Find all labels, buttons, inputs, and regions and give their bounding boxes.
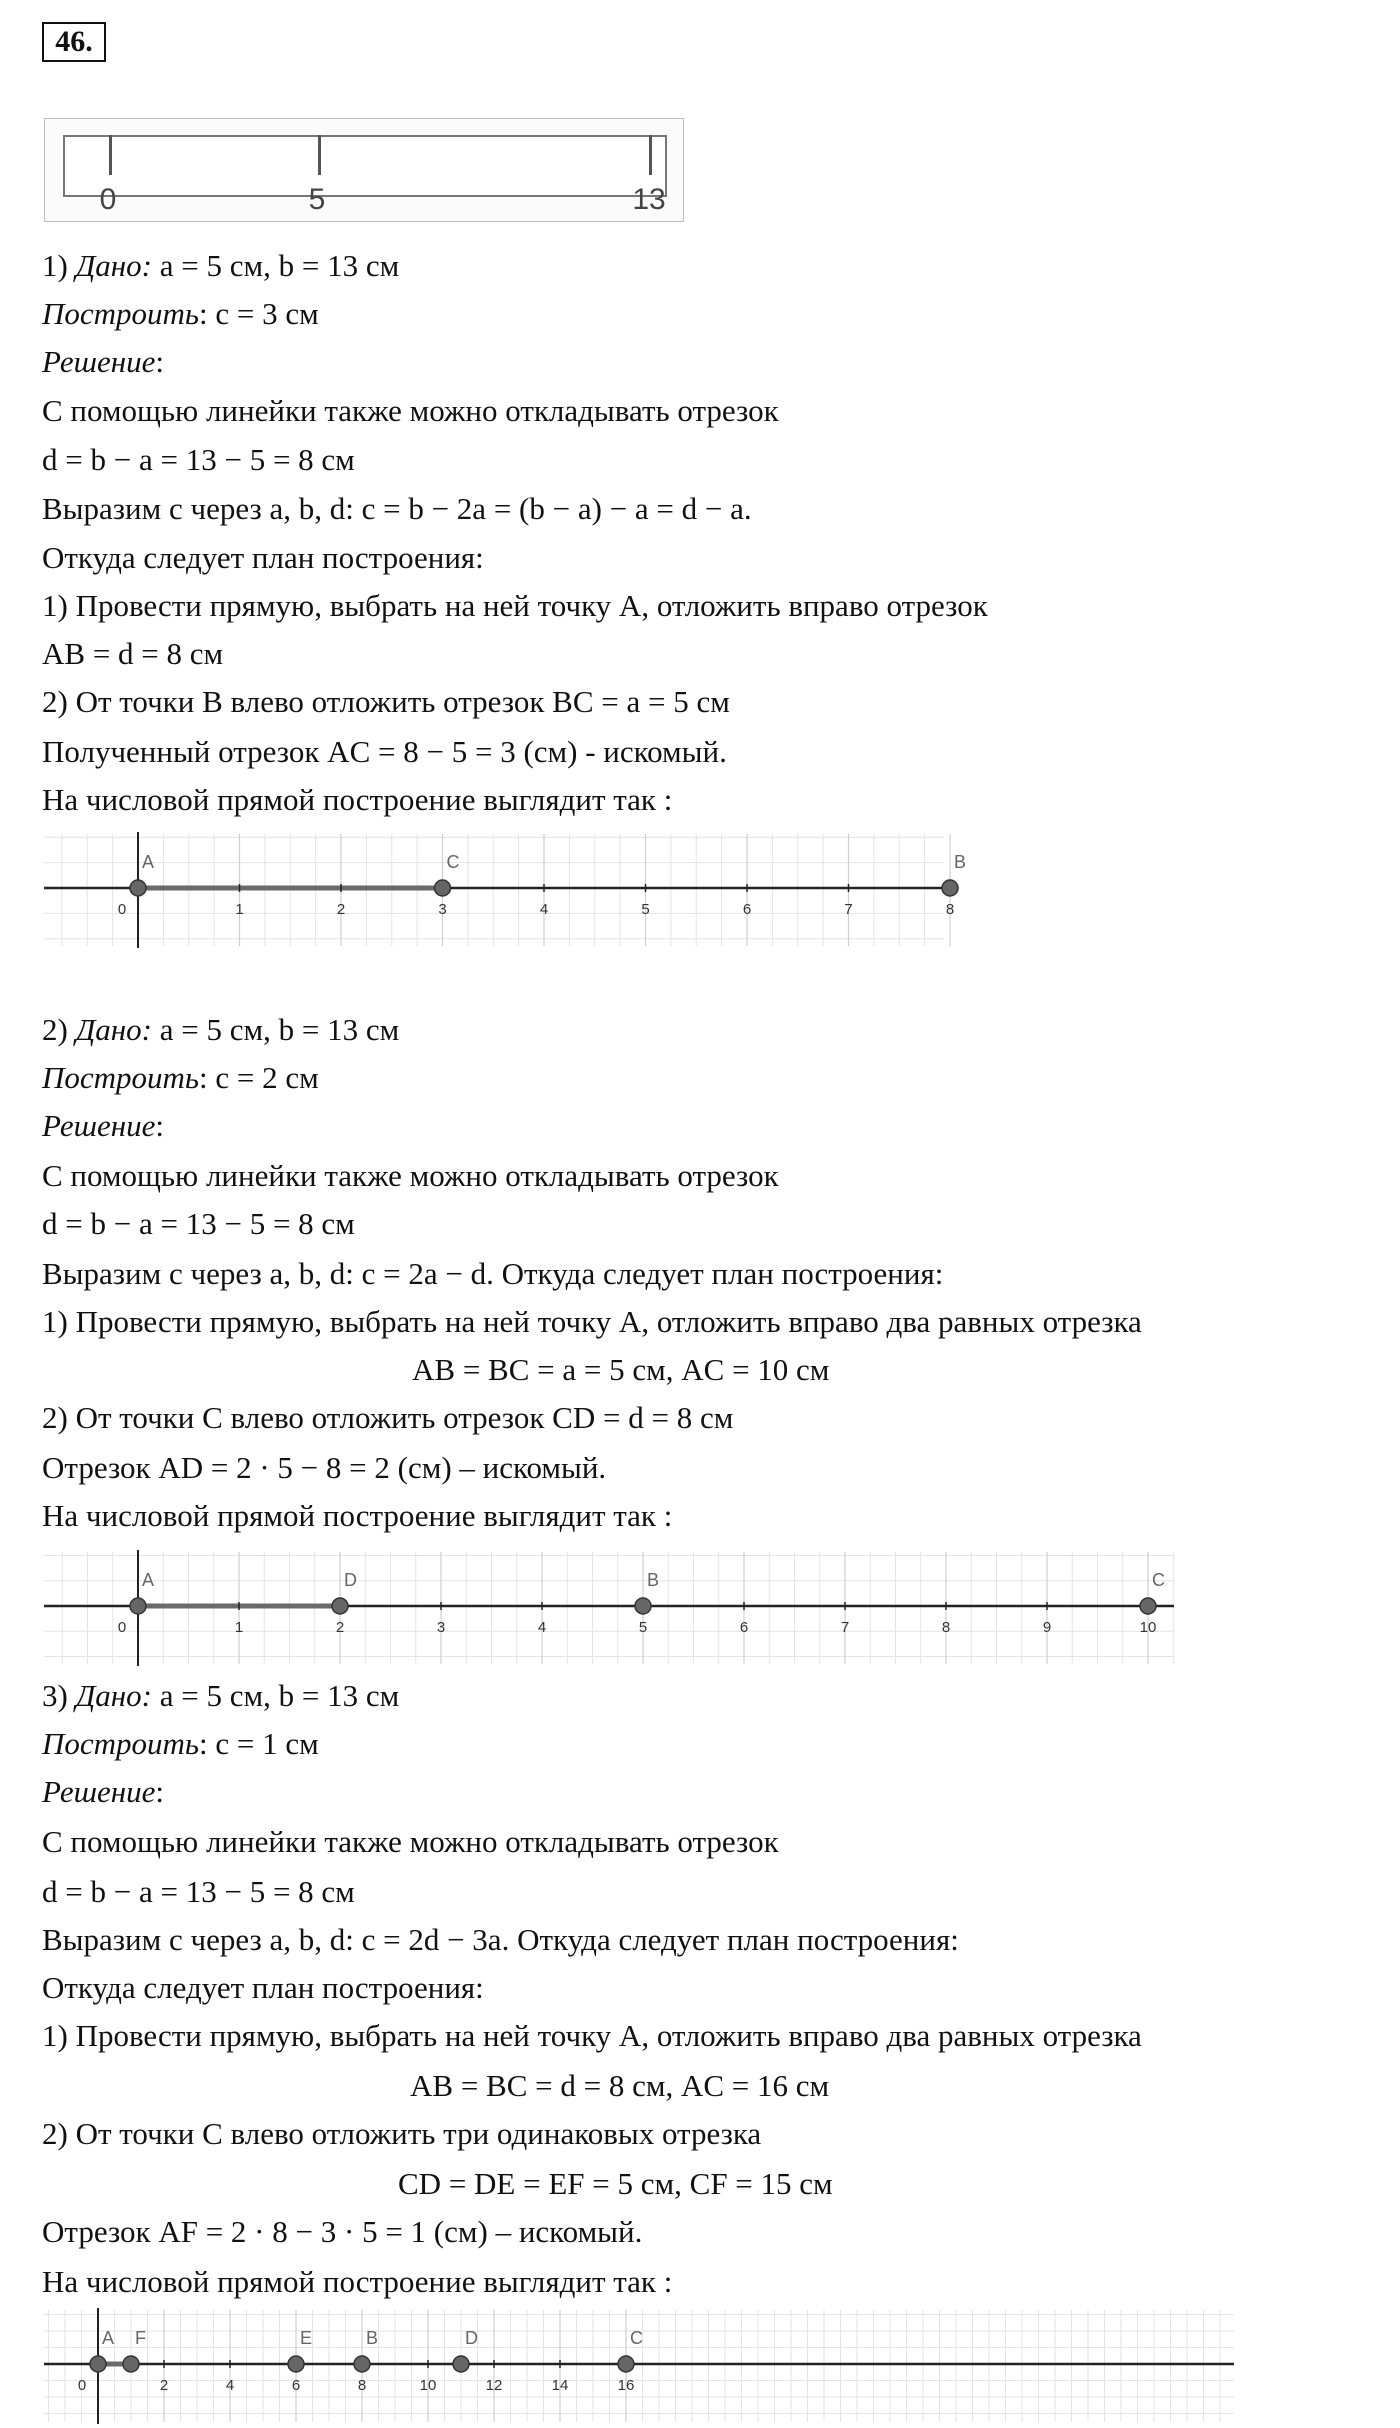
tick-label: 10 <box>419 2377 437 2394</box>
point-c <box>618 2356 634 2372</box>
ruler-tick-0 <box>109 135 112 175</box>
part1-solution-heading: Решение: <box>42 344 164 379</box>
number-line-figure-2 <box>44 1548 1194 1668</box>
point-label-a: A <box>142 1570 155 1590</box>
tick-label: 1 <box>235 901 244 918</box>
point-label-b: B <box>647 1570 660 1590</box>
part1-text-line: С помощью линейки также можно откладывать отрезок <box>42 393 779 428</box>
part3-express-c: Выразим c через a, b, d: c = 2d − 3a. Откуда следует план построения: <box>42 1922 959 1957</box>
part3-formula-d: d = b − a = 13 − 5 = 8 см <box>42 1874 355 1909</box>
point-a <box>130 1598 146 1614</box>
number-line-figure-1 <box>44 830 994 950</box>
part1-step2: 2) От точки B влево отложить отрезок BC = a = 5 см <box>42 684 730 719</box>
tick-label: 7 <box>844 901 853 918</box>
point-b <box>635 1598 651 1614</box>
point-label-c: C <box>630 2328 643 2348</box>
tick-label: 12 <box>485 2377 503 2394</box>
ruler-body <box>63 135 667 197</box>
point-d <box>453 2356 469 2372</box>
part1-given: 1) Дано: a = 5 см, b = 13 см <box>42 248 400 283</box>
part3-numline-caption: На числовой прямой построение выглядит так : <box>42 2264 673 2299</box>
part3-text-line: С помощью линейки также можно откладывать отрезок <box>42 1824 779 1859</box>
part3-plan-heading: Откуда следует план построения: <box>42 1970 484 2005</box>
point-a <box>90 2356 106 2372</box>
point-e <box>288 2356 304 2372</box>
point-label-f: F <box>135 2328 146 2348</box>
tick-label: 6 <box>739 1619 749 1636</box>
tick-label: 4 <box>539 901 549 918</box>
ruler-tick-5 <box>318 135 321 175</box>
part2-equal-segments: AB = BC = a = 5 см, AC = 10 см <box>412 1352 830 1387</box>
tick-label: 8 <box>941 1619 951 1636</box>
tick-label: 10 <box>1139 1619 1157 1636</box>
part3-equal-segments: AB = BC = d = 8 см, AC = 16 см <box>410 2068 830 2103</box>
part2-step1: 1) Провести прямую, выбрать на ней точку A, отложить вправо два равных отрезка <box>42 1304 1142 1339</box>
ruler-label-5: 5 <box>308 183 326 216</box>
point-d <box>332 1598 348 1614</box>
tick-label: 5 <box>638 1619 648 1636</box>
point-label-c: C <box>1152 1570 1165 1590</box>
tick-label: 8 <box>945 901 955 918</box>
tick-label: 0 <box>77 2377 87 2394</box>
tick-label: 3 <box>436 1619 446 1636</box>
tick-label: 4 <box>537 1619 547 1636</box>
ruler-figure <box>44 118 684 222</box>
tick-label: 6 <box>291 2377 301 2394</box>
part2-result: Отрезок AD = 2 · 5 − 8 = 2 (см) – искомый. <box>42 1450 607 1485</box>
point-label-b: B <box>366 2328 379 2348</box>
part3-step2: 2) От точки C влево отложить три одинаковых отрезка <box>42 2116 762 2151</box>
part2-solution-heading: Решение: <box>42 1108 164 1143</box>
point-c <box>435 880 451 896</box>
tick-label: 7 <box>840 1619 850 1636</box>
point-f <box>123 2356 139 2372</box>
part2-formula-d: d = b − a = 13 − 5 = 8 см <box>42 1206 355 1241</box>
tick-label: 8 <box>357 2377 367 2394</box>
tick-label: 0 <box>117 1619 127 1636</box>
part1-step1: 1) Провести прямую, выбрать на ней точку A, отложить вправо отрезок <box>42 588 988 623</box>
tick-label: 3 <box>438 901 447 918</box>
tick-label: 6 <box>742 901 752 918</box>
part1-build: Построить: c = 3 см <box>42 296 319 331</box>
part2-express-c: Выразим c через a, b, d: c = 2a − d. Откуда следует план построения: <box>42 1256 944 1291</box>
point-a <box>130 880 146 896</box>
problem-number: 46. <box>42 22 106 62</box>
tick-label: 4 <box>225 2377 235 2394</box>
part2-numline-caption: На числовой прямой построение выглядит так : <box>42 1498 673 1533</box>
tick-label: 1 <box>234 1619 244 1636</box>
tick-label: 2 <box>335 1619 345 1636</box>
tick-label: 5 <box>641 901 650 918</box>
point-b <box>942 880 958 896</box>
point-label-a: A <box>102 2328 115 2348</box>
part2-step2: 2) От точки C влево отложить отрезок CD = d = 8 см <box>42 1400 734 1435</box>
tick-label: 0 <box>117 901 127 918</box>
part1-step1-cont: AB = d = 8 см <box>42 636 224 671</box>
ruler-label-13: 13 <box>632 183 666 216</box>
point-label-e: E <box>300 2328 313 2348</box>
part3-solution-heading: Решение: <box>42 1774 164 1809</box>
part3-build: Построить: c = 1 см <box>42 1726 319 1761</box>
part1-numline-caption: На числовой прямой построение выглядит так : <box>42 782 673 817</box>
part1-plan-heading: Откуда следует план построения: <box>42 540 484 575</box>
part1-result: Полученный отрезок AC = 8 − 5 = 3 (см) - искомый. <box>42 734 727 769</box>
part3-given: 3) Дано: a = 5 см, b = 13 см <box>42 1678 400 1713</box>
point-label-d: D <box>344 1570 357 1590</box>
point-b <box>354 2356 370 2372</box>
part2-build: Построить: c = 2 см <box>42 1060 319 1095</box>
tick-label: 16 <box>617 2377 635 2394</box>
part1-formula-d: d = b − a = 13 − 5 = 8 см <box>42 442 355 477</box>
number-line-figure-3 <box>44 2306 1244 2426</box>
ruler-label-0: 0 <box>99 183 117 216</box>
point-label-a: A <box>142 852 155 872</box>
part2-text-line: С помощью линейки также можно откладывать отрезок <box>42 1158 779 1193</box>
part2-given: 2) Дано: a = 5 см, b = 13 см <box>42 1012 400 1047</box>
tick-label: 2 <box>336 901 346 918</box>
point-label-d: D <box>465 2328 478 2348</box>
tick-label: 9 <box>1042 1619 1052 1636</box>
tick-label: 2 <box>159 2377 169 2394</box>
point-label-c: C <box>446 852 460 872</box>
part3-three-segments: CD = DE = EF = 5 см, CF = 15 см <box>398 2166 833 2201</box>
part1-express-c: Выразим c через a, b, d: c = b − 2a = (b − a) − a = d − a. <box>42 491 752 526</box>
tick-label: 14 <box>551 2377 569 2394</box>
part3-result: Отрезок AF = 2 · 8 − 3 · 5 = 1 (см) – искомый. <box>42 2214 643 2249</box>
point-c <box>1140 1598 1156 1614</box>
ruler-tick-13 <box>649 135 652 175</box>
part3-step1: 1) Провести прямую, выбрать на ней точку A, отложить вправо два равных отрезка <box>42 2018 1142 2053</box>
point-label-b: B <box>954 852 967 872</box>
